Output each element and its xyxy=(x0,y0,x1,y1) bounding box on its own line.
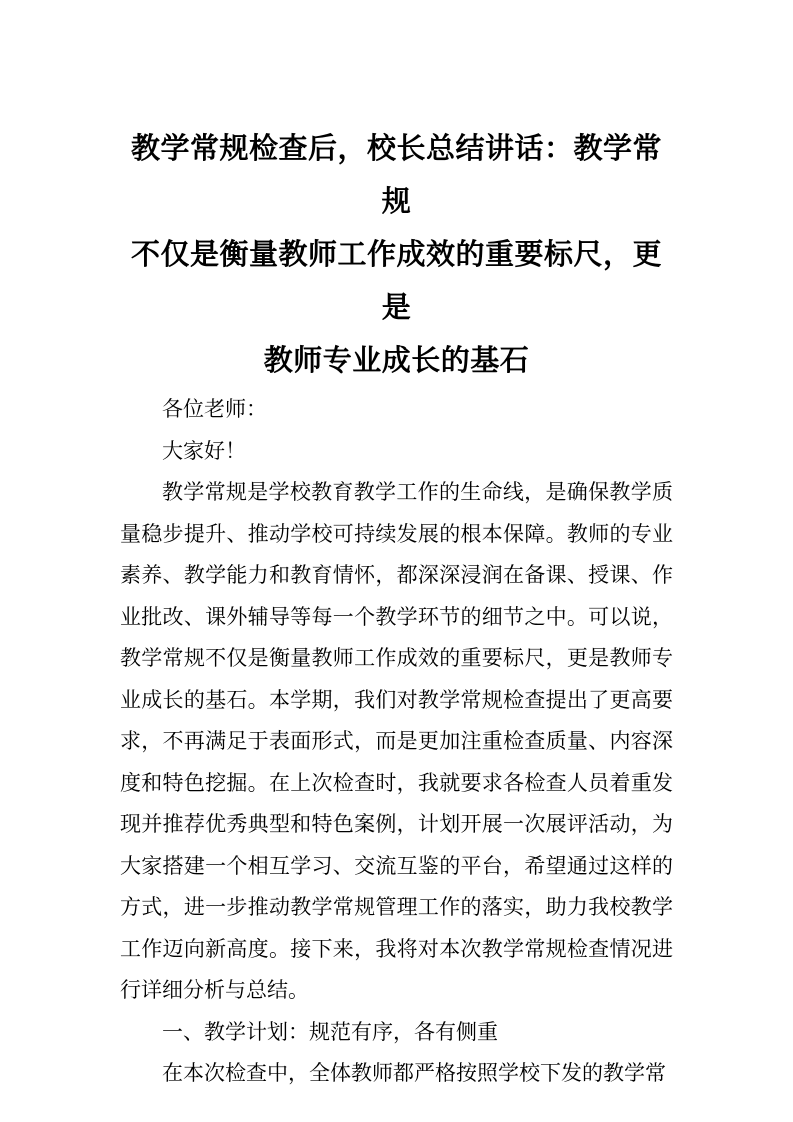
title-line-1: 教学常规检查后，校长总结讲话：教学常规 xyxy=(130,133,662,218)
title-line-2: 不仅是衡量教师工作成效的重要标尺，更是 xyxy=(130,239,662,324)
title-line-3: 教师专业成长的基石 xyxy=(263,345,530,377)
document-title xyxy=(120,123,673,388)
greeting-line: 大家好！ xyxy=(162,438,246,463)
intro-paragraph: 教学常规是学校教育教学工作的生命线，是确保教学质量稳步提升、推动学校可持续发展的根本保障。教师的专业素养、教学能力和教育情怀，都深深浸润在备课、授课、作业批改、课外辅导等每一个教学环节的细节之中。可以说，教学常规不仅是衡量教师工作成效的重要标尺，更是教师专业成长的基石。本学期，我们对教学常规检查提出了更高要求，不再满足于表面形式，而是更加注重检查质量、内容深度和特色挖掘。在上次检查时，我就要求各检查人员着重发现并推荐优秀典型和特色案例，计划开展一次展评活动，为大家搭建一个相互学习、交流互鉴的平台，希望通过这样的方式，进一步推动教学常规管理工作的落实，助力我校教学工作迈向新高度。接下来，我将对本次教学常规检查情况进行详细分析与总结。 xyxy=(120,480,673,1002)
salutation-line: 各位老师： xyxy=(162,397,267,421)
section-heading-1: 一、教学计划：规范有序，各有侧重 xyxy=(162,1019,498,1044)
document-body xyxy=(120,389,673,1095)
section-1-paragraph: 在本次检查中，全体教师都严格按照学校下发的教学常 xyxy=(162,1061,666,1085)
